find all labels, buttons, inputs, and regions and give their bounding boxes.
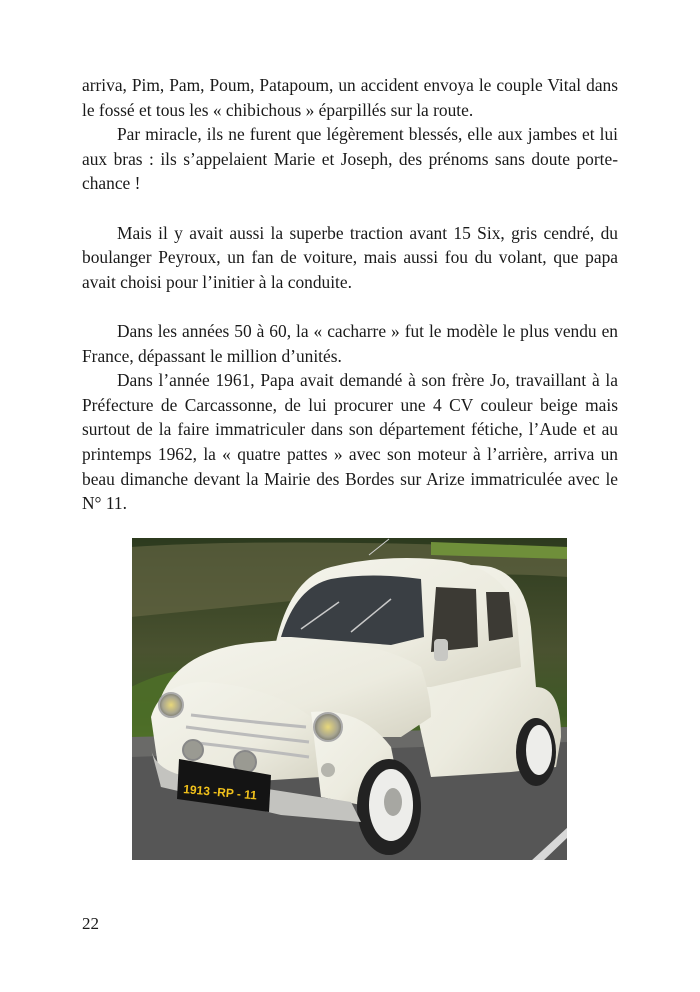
body-text [82,73,618,516]
paragraph-1: arriva, Pim, Pam, Poum, Patapoum, un accident envoya le couple Vital dans le fossé et tous les « chibichous » éparpillés sur la route. [82,75,618,120]
paragraph-3: Mais il y avait aussi la superbe traction avant 15 Six, gris cendré, du boulanger Peyroux, un fan de voiture, mais aussi fou du volant, que papa avait choisi pour l’initier à la conduite. [82,222,618,292]
paragraph-2: Par miracle, ils ne furent que légèrement blessés, elle aux jambes et lui aux bras : ils s’appelaient Marie et Joseph, des prénoms sans doute porte-chance ! [82,124,618,194]
paragraph-5: Dans l’année 1961, Papa avait demandé à son frère Jo, travaillant à la Préfecture de Carcassonne, de lui procurer une 4 CV couleur beige mais surtout de la faire immatriculer dans son département fétiche, l’Aude et au printemps 1962, la « quatre pattes » avec son moteur à l’arrière, arriva un beau dimanche devant la Mairie des Bordes sur Arize immatriculée avec le N° 11. [82,370,618,514]
paragraph-4: Dans les années 50 à 60, la « cacharre » fut le modèle le plus vendu en France, dépassant le million d’unités. [82,320,618,366]
page-number: 22 [82,914,99,933]
car-photo [131,537,568,861]
license-plate-text: 1913 -RP - 11 [182,782,258,803]
renault-4cv-illustration [131,537,568,861]
